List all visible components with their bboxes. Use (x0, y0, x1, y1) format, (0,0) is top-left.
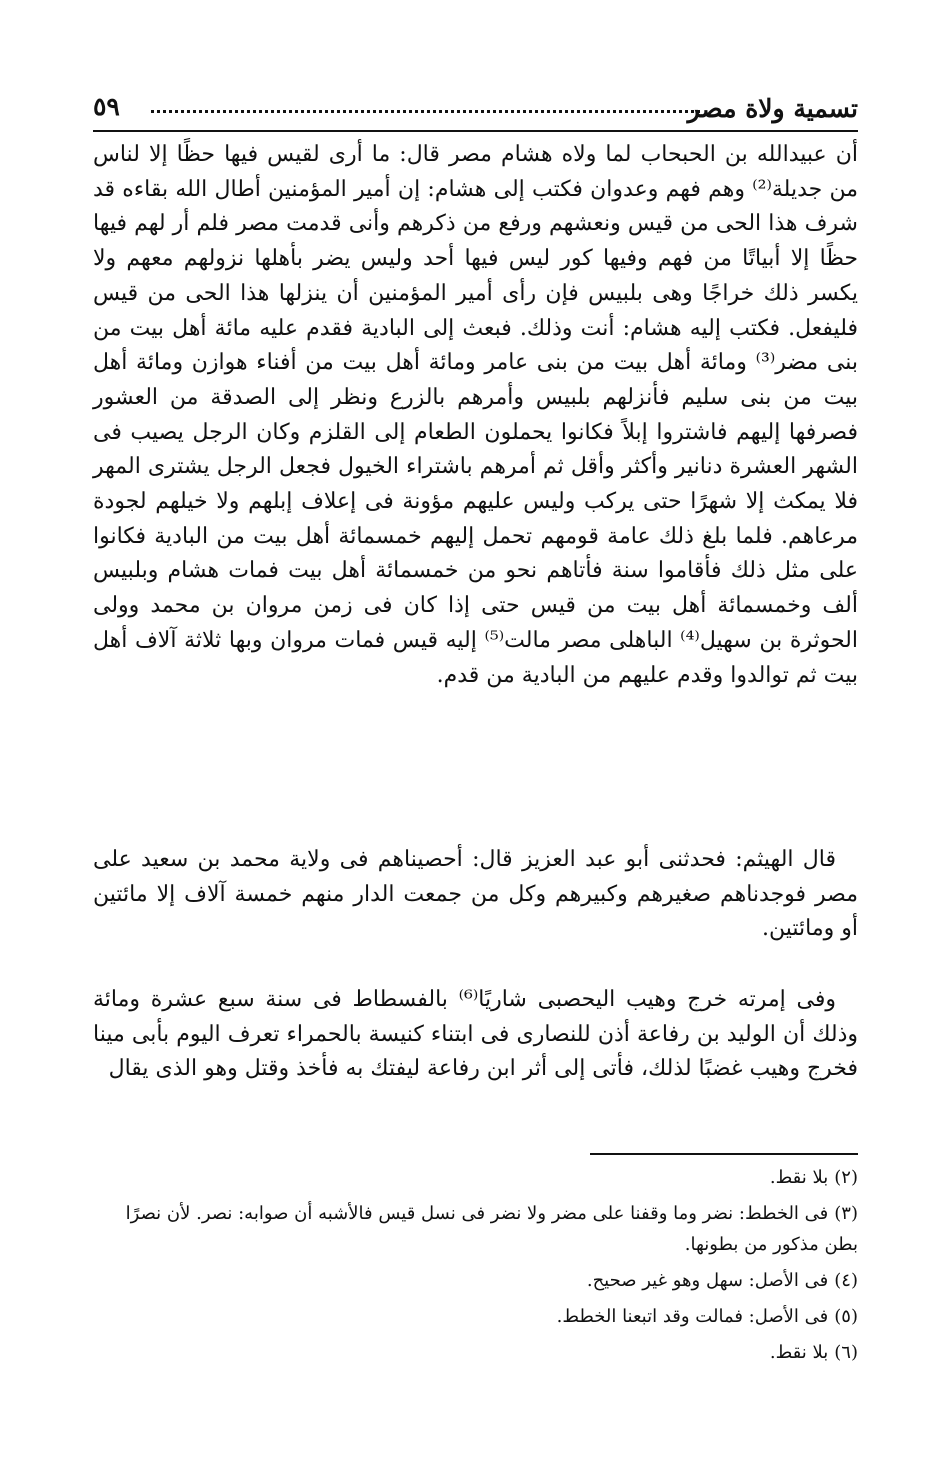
footnote-text: فى الأصل: سهل وهو غير صحيح. (586, 1270, 829, 1291)
footnotes (93, 1162, 858, 1373)
footnote-number: (٥) (834, 1306, 858, 1327)
footnote-number: (٣) (834, 1203, 858, 1224)
page-number: ٥٩ (93, 92, 120, 121)
dotted-leader (151, 110, 700, 113)
footnote-text: بلا نقط. (769, 1342, 829, 1363)
footnote-2 (93, 1162, 858, 1193)
paragraph-2: قال الهيثم: فحدثنى أبو عبد العزيز قال: أحصيناهم فى ولاية محمد بن سعيد على مصر فوجدناهم صغيرهم وكبيرهم وكل من جمعت الدار منهم خمسة آلاف إلا مائتين أو ومائتين. (93, 847, 858, 942)
footnote-text: بلا نقط. (769, 1167, 829, 1188)
chapter-title: تسمية ولاة مصر (687, 94, 858, 123)
footnote-number: (٤) (834, 1270, 858, 1291)
paragraph-1: أن عبيدالله بن الحبحاب لما ولاه هشام مصر قال: ما أرى لقيس فيها حظًا إلا لناس من جديلة⁽²⁾ وهم فهم وعدوان فكتب إلى هشام: إن أمير المؤمنين أطال الله بقاءه قد شرف هذا الحى من قيس ونعشهم ورفع من ذكرهم وأنى قدمت مصر فلم أر لهم فيها حظًا إلا أبياتًا من فهم وفيها كور ليس فيها أحد وليس يضر بأهلها نزولهم معهم ولا يكسر ذلك خراجًا وهى بلبيس فإن رأى أمير المؤمنين أن ينزلها هذا الحى من قيس فليفعل. فكتب إليه هشام: أنت وذلك. فبعث إلى البادية فقدم عليه مائة أهل بيت من بنى مضر⁽³⁾ ومائة أهل بيت من بنى عامر ومائة أهل بيت من أفناء هوازن ومائة أهل بيت من بنى سليم فأنزلهم بلبيس وأمرهم بالزرع ونظر إلى الصدقة من العشور فصرفها إليهم فاشتروا إبلاً فكانوا يحملون الطعام إلى القلزم وكان الرجل يصيب فى الشهر العشرة دنانير وأكثر وأقل ثم أمرهم باشتراء الخيول فجعل الرجل يشترى المهر فلا يمكث إلا شهرًا حتى يركب وليس عليهم مؤونة فى إعلاف إبلهم ولا خيلهم لجودة مرعاهم. فلما بلغ ذلك عامة قومهم تحمل إليهم خمسمائة أهل بيت من البادية فكانوا على مثل ذلك فأقاموا سنة فأتاهم نحو من خمسمائة أهل بيت فمات هشام وبلبيس ألف وخمسمائة أهل بيت من قيس حتى إذا كان فى زمن مروان بن محمد وولى الحوثرة بن سهيل⁽⁴⁾ الباهلى مصر مالت⁽⁵⁾ إليه قيس فمات مروان وبها ثلاثة آلاف أهل بيت ثم توالدوا وقدم عليهم من البادية من قدم. (93, 142, 858, 688)
footnote-number: (٦) (834, 1342, 858, 1363)
paragraph-3: وفى إمرته خرج وهيب اليحصبى شاريًا⁽⁶⁾ بالفسطاط فى سنة سبع عشرة ومائة وذلك أن الوليد بن رفاعة أذن للنصارى فى ابتناء كنيسة بالحمراء تعرف اليوم بأبى مينا فخرج وهيب غضبًا لذلك، فأتى إلى أثر ابن رفاعة ليفتك به فأخذ وقتل وهو الذى يقال (93, 987, 858, 1082)
footnote-3 (93, 1198, 858, 1260)
footnote-separator (590, 1153, 858, 1155)
footnote-number: (٢) (834, 1167, 858, 1188)
running-header (93, 88, 858, 132)
footnote-5 (93, 1301, 858, 1332)
footnote-text: فى الخطط: نضر وما وقفنا على مضر ولا نضر فى نسل قيس فالأشبه أن صوابه: نصر. لأن نصرًا بطن مذكور من بطونها. (125, 1203, 858, 1255)
footnote-text: فى الأصل: فمالت وقد اتبعنا الخطط. (556, 1306, 829, 1327)
footnote-6 (93, 1337, 858, 1368)
footnote-4 (93, 1265, 858, 1296)
